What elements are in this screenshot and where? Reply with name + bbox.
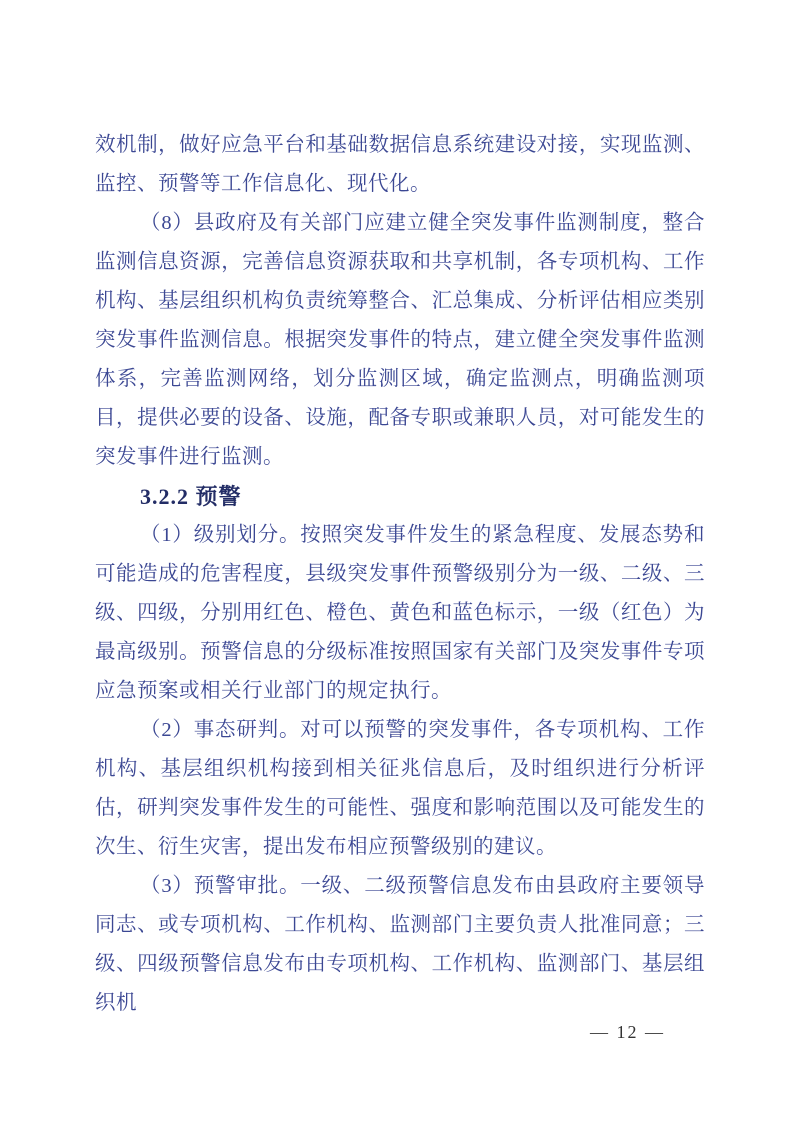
paragraph-0: 效机制，做好应急平台和基础数据信息系统建设对接，实现监测、监控、预警等工作信息化、现代化。 [95,134,705,195]
paragraph-3: （1）级别划分。按照突发事件发生的紧急程度、发展态势和可能造成的危害程度，县级突发事件预警级别分为一级、二级、三级、四级，分别用红色、橙色、黄色和蓝色标示，一级（红色）为最高级别。预警信息的分级标准按照国家有关部门及突发事件专项应急预案或相关行业部门的规定执行。 [95,524,705,702]
paragraph-4: （2）事态研判。对可以预警的突发事件，各专项机构、工作机构、基层组织机构接到相关征兆信息后，及时组织进行分析评估，研判突发事件发生的可能性、强度和影响范围以及可能发生的次生、衍生灾害，提出发布相应预警级别的建议。 [95,719,705,858]
paragraph-1: （8）县政府及有关部门应建立健全突发事件监测制度，整合监测信息资源，完善信息资源获取和共享机制，各专项机构、工作机构、基层组织机构负责统筹整合、汇总集成、分析评估相应类别突发事件监测信息。根据突发事件的特点，建立健全突发事件监测体系，完善监测网络，划分监测区域，确定监测点，明确监测项目，提供必要的设备、设施，配备专职或兼职人员，对可能发生的突发事件进行监测。 [95,212,705,468]
section-heading: 3.2.2 预警 [140,484,242,509]
paragraph-5: （3）预警审批。一级、二级预警信息发布由县政府主要领导同志、或专项机构、工作机构、监测部门主要负责人批准同意；三级、四级预警信息发布由专项机构、工作机构、监测部门、基层组织机 [95,875,705,1014]
document-content [95,126,705,1023]
page-number: — 12 — [590,1022,665,1042]
